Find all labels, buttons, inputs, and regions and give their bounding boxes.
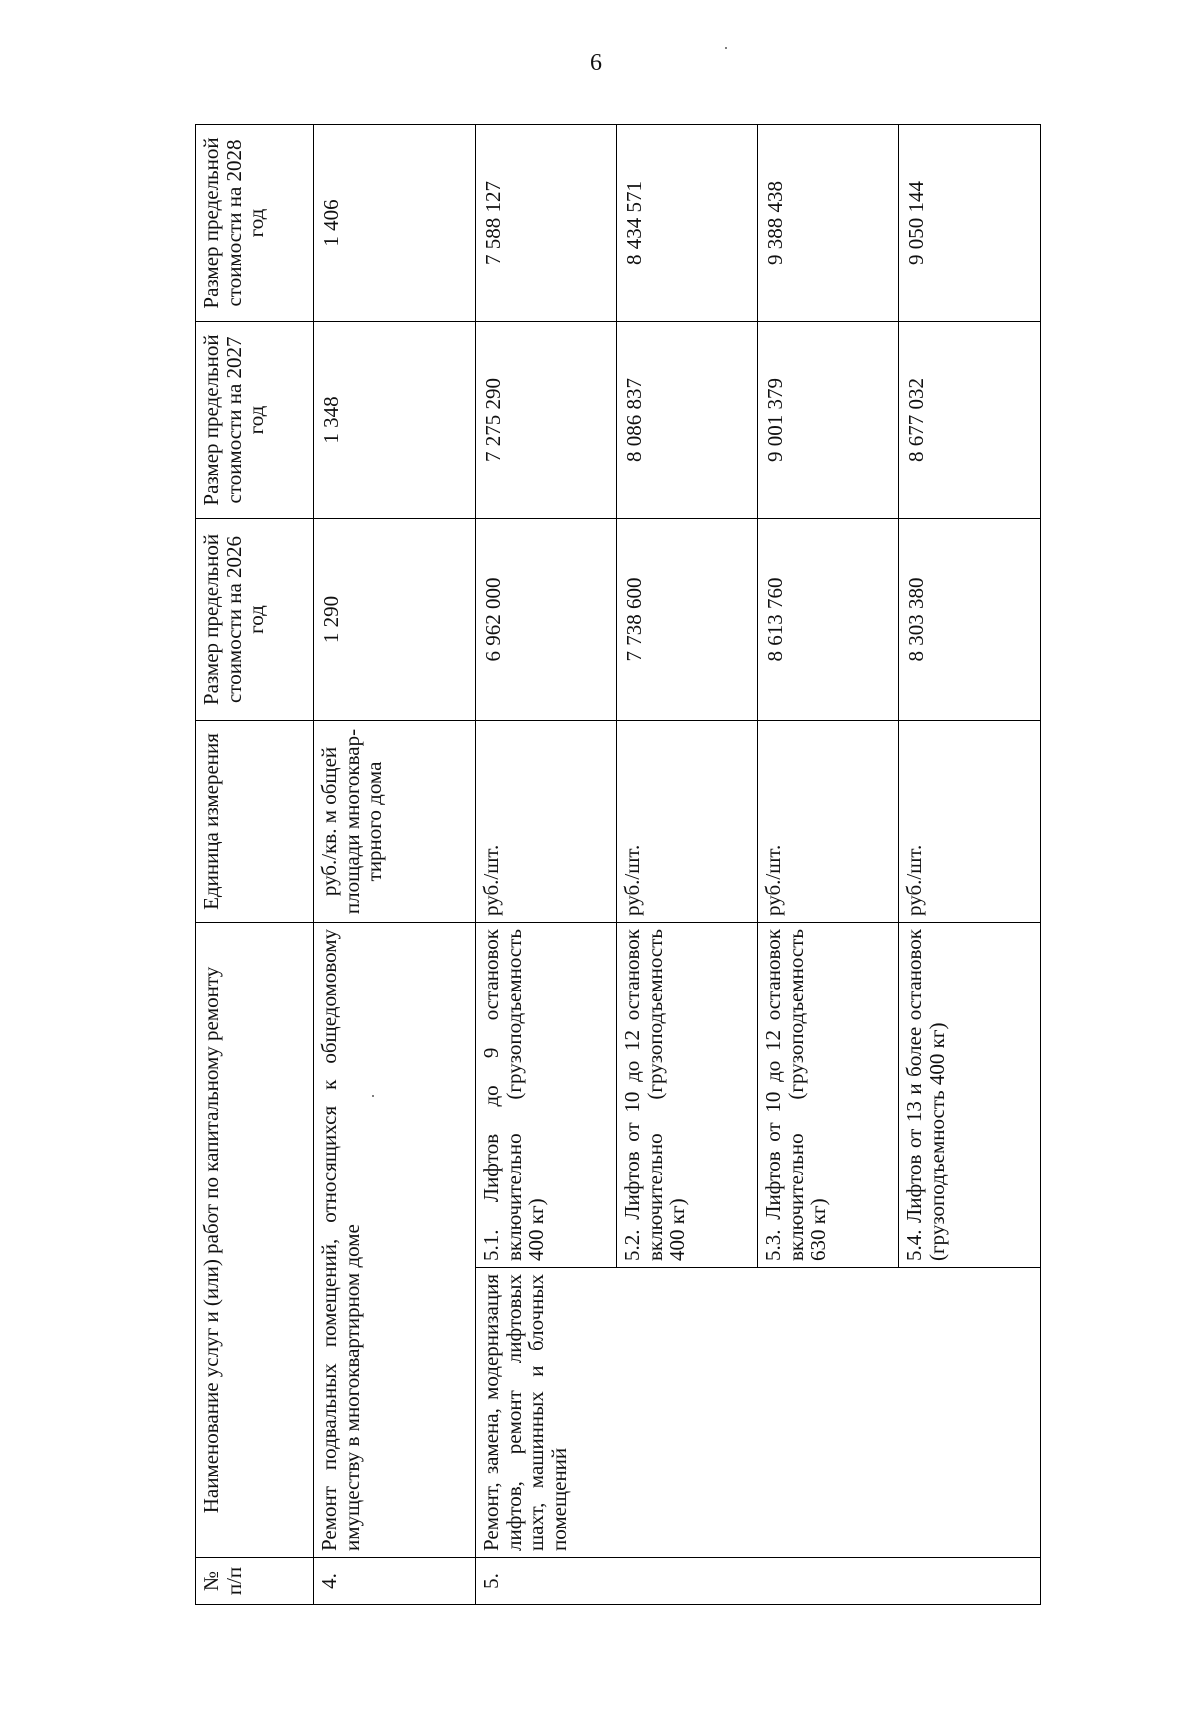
row-4-cost-2028: 1 406 — [314, 124, 476, 321]
page-number: 6 — [590, 50, 602, 76]
header-num: № п/п — [196, 1558, 314, 1605]
row-4-name: Ремонт подвальных помещений, относящихся к общедомовому имуществу в многоквартирном доме — [314, 922, 476, 1557]
row-5-1-unit: руб./шт. — [476, 720, 617, 922]
row-5-num: 5. — [476, 1558, 1041, 1605]
row-5-4-cost-2026: 8 303 380 — [899, 518, 1041, 720]
row-4-cost-2026: 1 290 — [314, 518, 476, 720]
table-row-4 — [314, 124, 476, 1604]
row-5-3-name: 5.3. Лифтов от 10 до 12 остановок включительно (грузоподъемность 630 кг) — [758, 922, 899, 1267]
row-5-2-unit: руб./шт. — [617, 720, 758, 922]
row-4-cost-2027: 1 348 — [314, 321, 476, 518]
rotated-table-container — [195, 125, 1040, 1605]
row-5-3-cost-2027: 9 001 379 — [758, 321, 899, 518]
header-unit: Единица измерения — [196, 720, 314, 922]
scan-speck — [725, 47, 727, 49]
header-cost-2027: Размер предельной стоимости на 2027 год — [196, 321, 314, 518]
header-cost-2026: Размер предельной стоимости на 2026 год — [196, 518, 314, 720]
cost-limits-table — [195, 124, 1041, 1605]
header-row — [196, 124, 314, 1604]
row-5-3-unit: руб./шт. — [758, 720, 899, 922]
row-5-3-cost-2028: 9 388 438 — [758, 124, 899, 321]
row-5-1-cost-2027: 7 275 290 — [476, 321, 617, 518]
row-5-2-cost-2026: 7 738 600 — [617, 518, 758, 720]
row-5-4-cost-2028: 9 050 144 — [899, 124, 1041, 321]
row-4-num: 4. — [314, 1558, 476, 1605]
row-5-2-name: 5.2. Лифтов от 10 до 12 остановок включительно (грузоподъемность 400 кг) — [617, 922, 758, 1267]
header-name: Наименование услуг и (или) работ по капитальному ремонту — [196, 922, 314, 1557]
row-5-3-cost-2026: 8 613 760 — [758, 518, 899, 720]
row-5-4-cost-2027: 8 677 032 — [899, 321, 1041, 518]
row-5-1-name: 5.1. Лифтов до 9 остановок включительно (грузоподъемность 400 кг) — [476, 922, 617, 1267]
table-row-5-1 — [476, 124, 617, 1604]
header-cost-2028: Размер предельной стоимости на 2028 год — [196, 124, 314, 321]
row-5-4-unit: руб./шт. — [899, 720, 1041, 922]
row-5-2-cost-2027: 8 086 837 — [617, 321, 758, 518]
row-4-unit: руб./кв. м общей площади многоквар-тирного дома — [314, 720, 476, 922]
row-5-2-cost-2028: 8 434 571 — [617, 124, 758, 321]
row-5-1-cost-2028: 7 588 127 — [476, 124, 617, 321]
row-5-1-cost-2026: 6 962 000 — [476, 518, 617, 720]
row-5-name: Ремонт, замена, модернизация лифтов, ремонт лифтовых шахт, машинных и блочных помещений — [476, 1268, 1041, 1558]
row-5-4-name: 5.4. Лифтов от 13 и более остановок (грузоподъемность 400 кг) — [899, 922, 1041, 1267]
